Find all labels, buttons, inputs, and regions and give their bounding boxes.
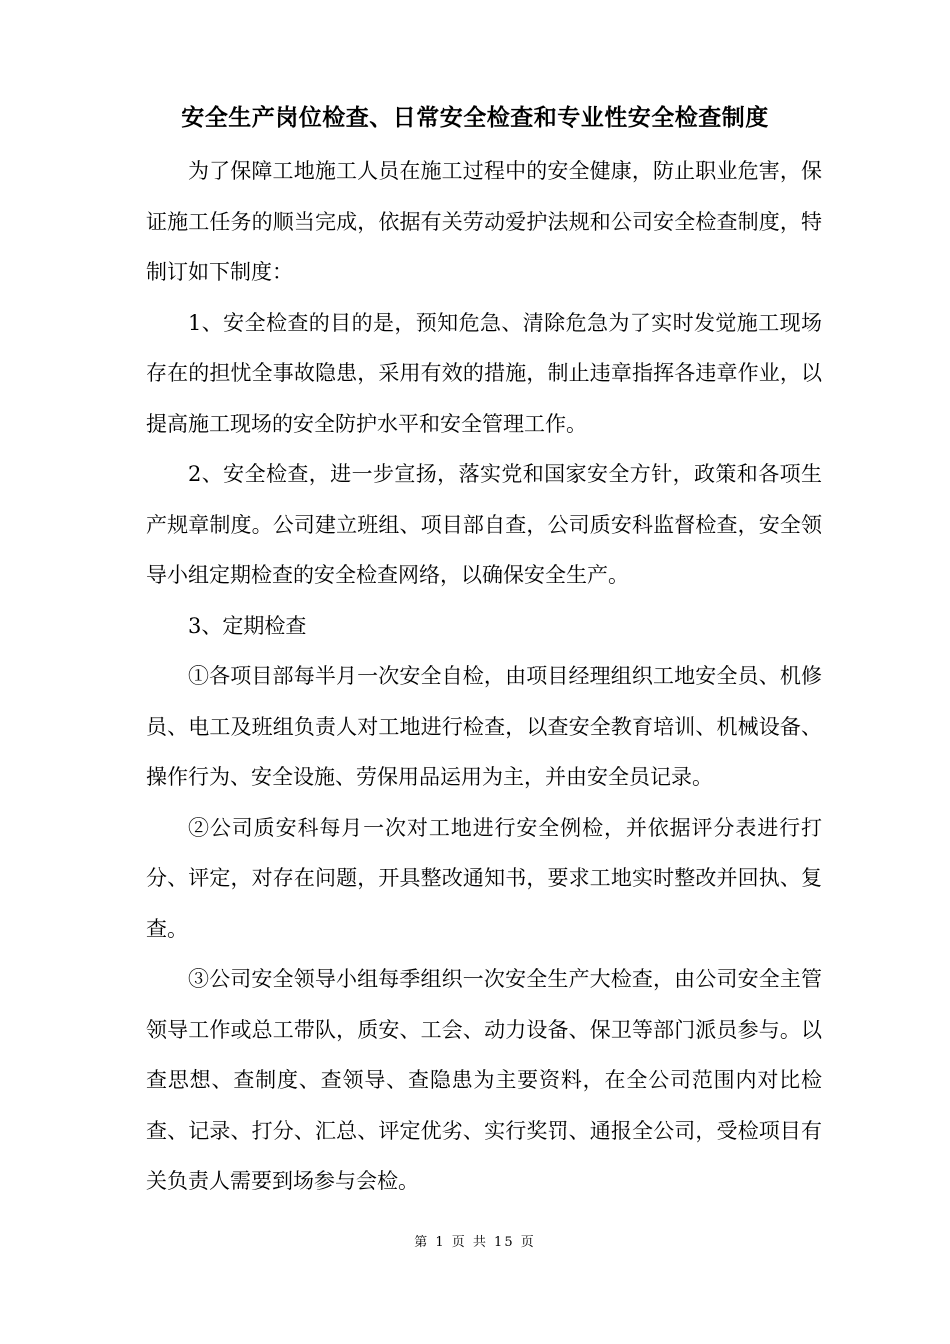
paragraph-item-2: 2、安全检查，进一步宣扬，落实党和国家安全方针，政策和各项生产规章制度。公司建立班组、项目部自查，公司质安科监督检查，安全领导小组定期检查的安全检查网络，以确保安全生产。: [146, 462, 822, 587]
paragraph-intro: 为了保障工地施工人员在施工过程中的安全健康，防止职业危害，保证施工任务的顺当完成，依据有关劳动爱护法规和公司安全检查制度，特制订如下制度：: [146, 159, 822, 284]
paragraph-subitem-3: ③公司安全领导小组每季组织一次安全生产大检查，由公司安全主管领导工作或总工带队，质安、工会、动力设备、保卫等部门派员参与。以查思想、查制度、查领导、查隐患为主要资料，在全公司范围内对比检查、记录、打分、汇总、评定优劣、实行奖罚、通报全公司，受检项目有关负责人需要到场参与会检。: [146, 967, 822, 1193]
document-title: 安全生产岗位检查、日常安全检查和专业性安全检查制度: [181, 104, 769, 131]
paragraph-item-3-heading: 3、定期检查: [188, 613, 307, 638]
document-body: [146, 146, 822, 1207]
paragraph-subitem-1: ①各项目部每半月一次安全自检，由项目经理组织工地安全员、机修员、电工及班组负责人对工地进行检查，以查安全教育培训、机械设备、操作行为、安全设施、劳保用品运用为主，并由安全员记录。: [146, 664, 822, 789]
page-footer: 第 1 页 共 15 页: [414, 1235, 536, 1250]
paragraph-item-1: 1、安全检查的目的是，预知危急、清除危急为了实时发觉施工现场存在的担忧全事故隐患，采用有效的措施，制止违章指挥各违章作业，以提高施工现场的安全防护水平和安全管理工作。: [146, 310, 822, 436]
paragraph-subitem-2: ②公司质安科每月一次对工地进行安全例检，并依据评分表进行打分、评定，对存在问题，开具整改通知书，要求工地实时整改并回执、复查。: [146, 815, 822, 941]
